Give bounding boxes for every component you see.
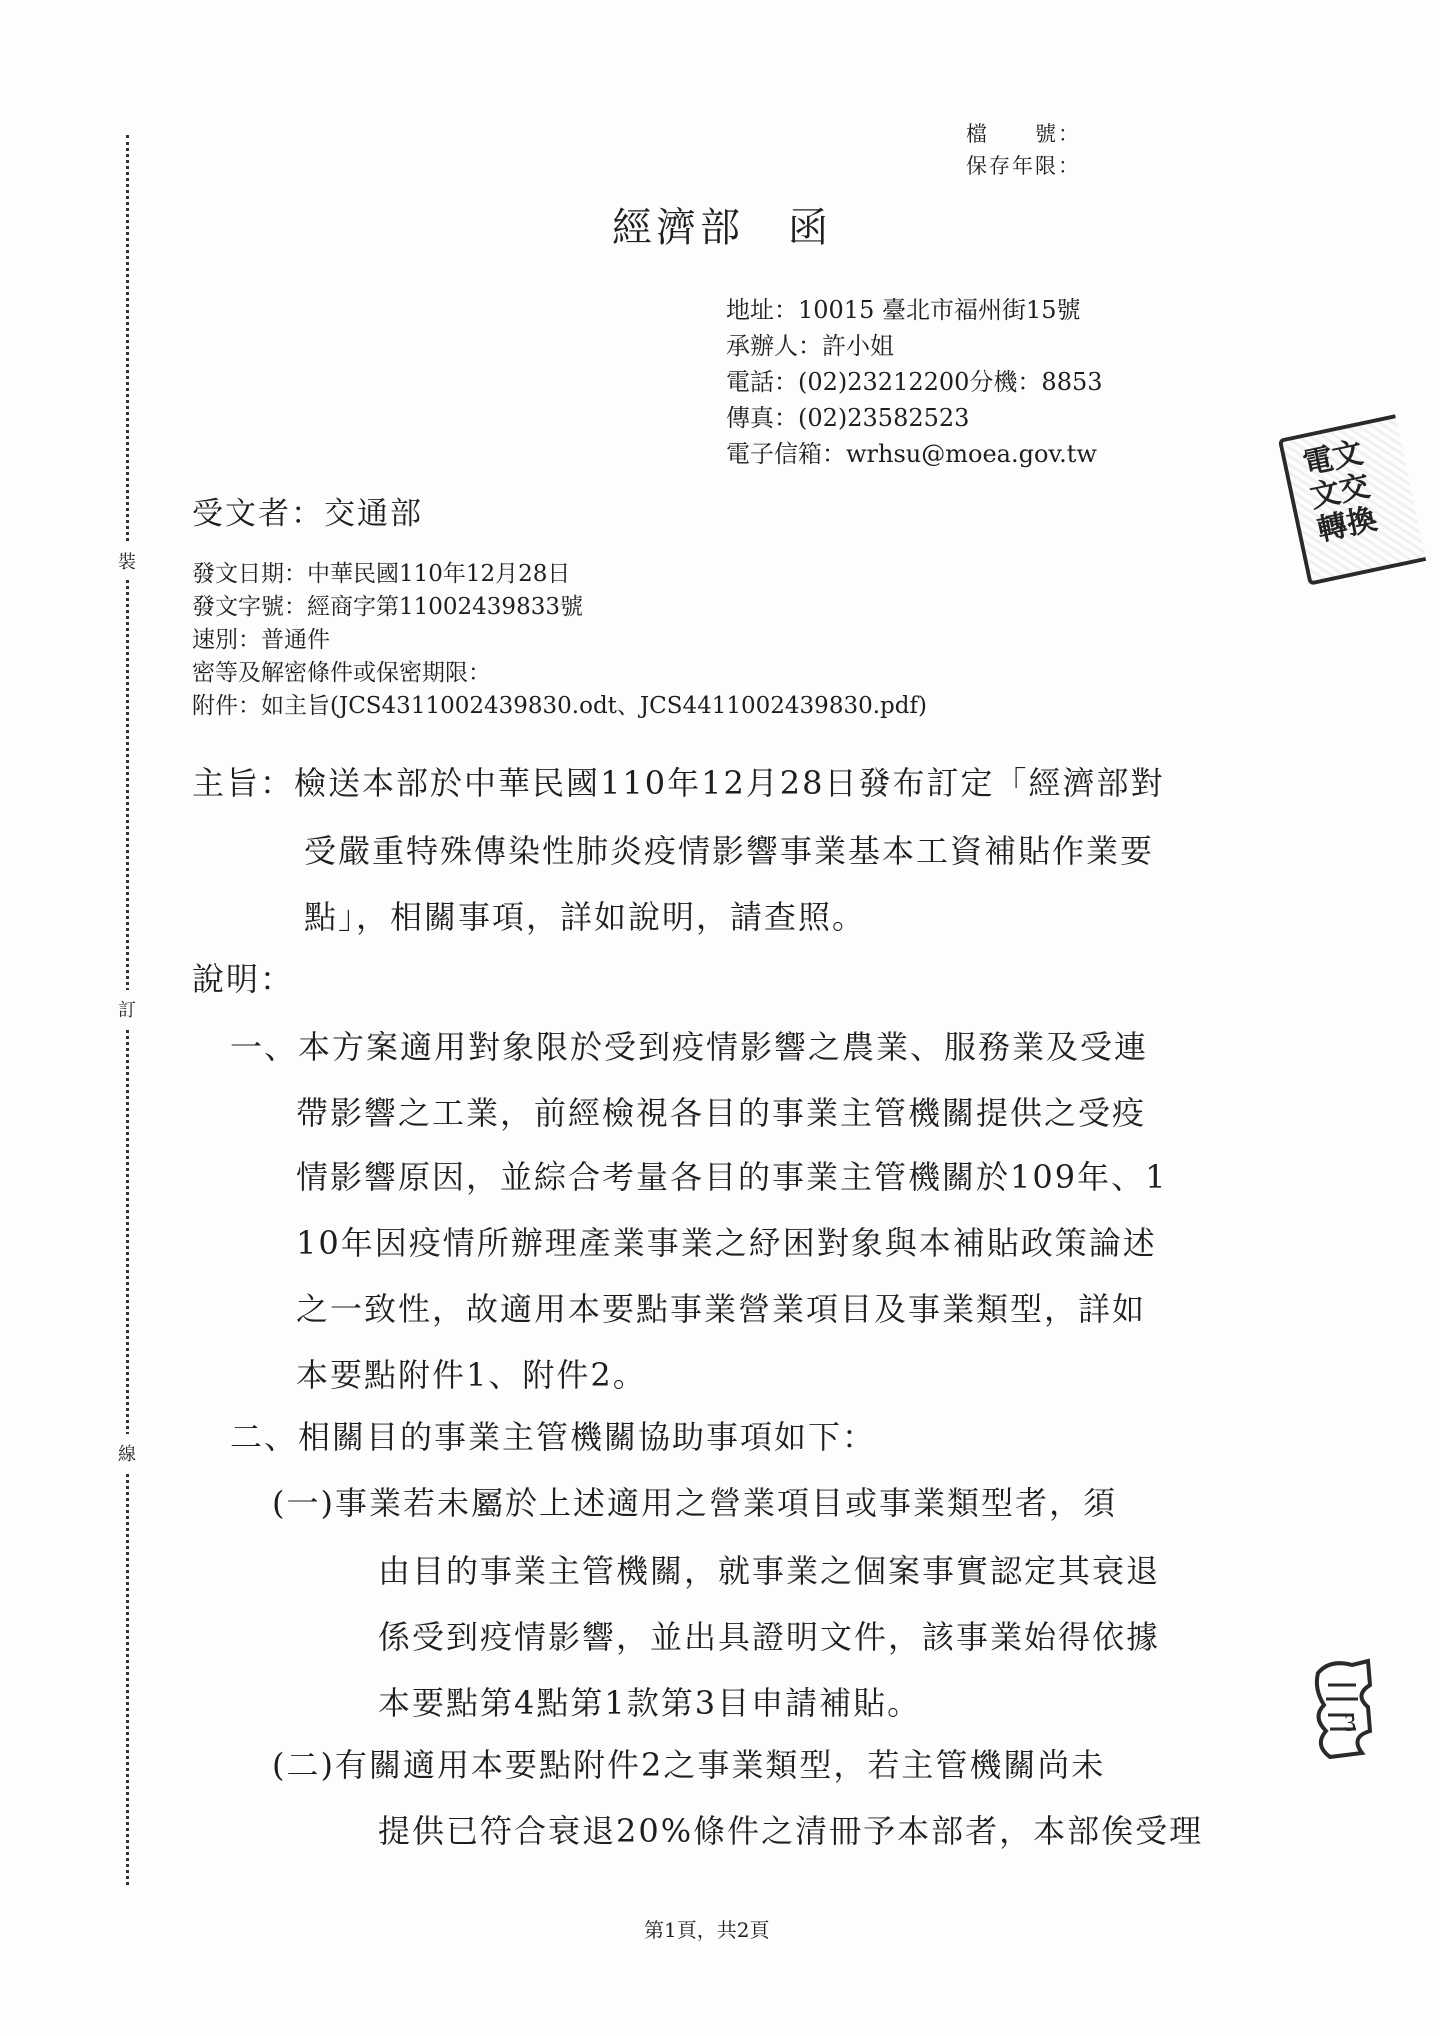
explanation-label: 說明： — [192, 960, 295, 998]
subject-line-1: 主旨：檢送本部於中華民國110年12月28日發布訂定「經濟部對 — [192, 764, 1165, 802]
contact-handler: 承辦人：許小姐 — [726, 332, 894, 360]
seal-number: 3 — [1344, 1711, 1356, 1737]
contact-email: 電子信箱：wrhsu@moea.gov.tw — [726, 440, 1097, 468]
explanation-sub-1-line-3: 係受到疫情影響，並出具證明文件，該事業始得依據 — [378, 1618, 1161, 1656]
explanation-item-1-line-6: 本要點附件1、附件2。 — [296, 1356, 647, 1394]
explanation-item-1-line-1: 一、本方案適用對象限於受到疫情影響之農業、服務業及受連 — [230, 1028, 1149, 1066]
subject-line-2: 受嚴重特殊傳染性肺炎疫情影響事業基本工資補貼作業要 — [304, 832, 1155, 870]
contact-fax: 傳真：(02)23582523 — [726, 404, 970, 432]
recipient: 受文者：交通部 — [192, 496, 423, 532]
explanation-item-1-line-4: 10年因疫情所辦理產業事業之紓困對象與本補貼政策論述 — [296, 1224, 1157, 1262]
explanation-sub-2-line-1: (二)有關適用本要點附件2之事業類型，若主管機關尚未 — [272, 1746, 1106, 1784]
explanation-item-1-line-2: 帶影響之工業，前經檢視各目的事業主管機關提供之受疫 — [296, 1094, 1147, 1132]
binding-mark-top: 裝 — [114, 542, 140, 580]
page-number: 第1頁，共2頁 — [644, 1918, 770, 1942]
contact-address: 地址：10015 臺北市福州街15號 — [726, 296, 1081, 324]
contact-phone: 電話：(02)23212200分機：8853 — [726, 368, 1103, 396]
secrecy-level: 密等及解密條件或保密期限： — [192, 660, 491, 686]
explanation-item-1-line-5: 之一致性，故適用本要點事業營業項目及事業類型，詳如 — [296, 1290, 1147, 1328]
dispatch-number: 發文字號：經商字第11002439833號 — [192, 594, 583, 620]
binding-mark-bottom: 線 — [114, 1434, 140, 1472]
explanation-item-1-line-3: 情影響原因，並綜合考量各目的事業主管機關於109年、1 — [296, 1158, 1168, 1196]
binding-mark-middle: 訂 — [114, 990, 140, 1028]
dispatch-speed: 速別：普通件 — [192, 627, 330, 653]
explanation-sub-1-line-1: (一)事業若未屬於上述適用之營業項目或事業類型者，須 — [272, 1484, 1117, 1522]
dispatch-date: 發文日期：中華民國110年12月28日 — [192, 561, 571, 587]
explanation-sub-1-line-2: 由目的事業主管機關，就事業之個案事實認定其衰退 — [378, 1552, 1161, 1590]
receipt-stamp: 電文 文交 轉換 — [1278, 414, 1427, 586]
explanation-item-2: 二、相關目的事業主管機關協助事項如下： — [230, 1418, 877, 1456]
retention-label: 保存年限： — [966, 154, 1081, 178]
explanation-sub-2-line-2: 提供已符合衰退20%條件之清冊予本部者，本部俟受理 — [378, 1812, 1204, 1850]
explanation-sub-1-line-4: 本要點第4點第1款第3目申請補貼。 — [378, 1684, 922, 1722]
attachments: 附件：如主旨(JCS4311002439830.odt、JCS4411002439830.pdf) — [192, 693, 927, 719]
contact-block — [726, 292, 1103, 472]
subject-line-3: 點」，相關事項，詳如說明，請查照。 — [304, 898, 867, 936]
file-number-label: 檔 號： — [966, 122, 1081, 146]
side-seal-icon — [1310, 1655, 1374, 1761]
document-title: 經濟部 函 — [612, 205, 832, 251]
dispatch-info — [192, 558, 927, 723]
